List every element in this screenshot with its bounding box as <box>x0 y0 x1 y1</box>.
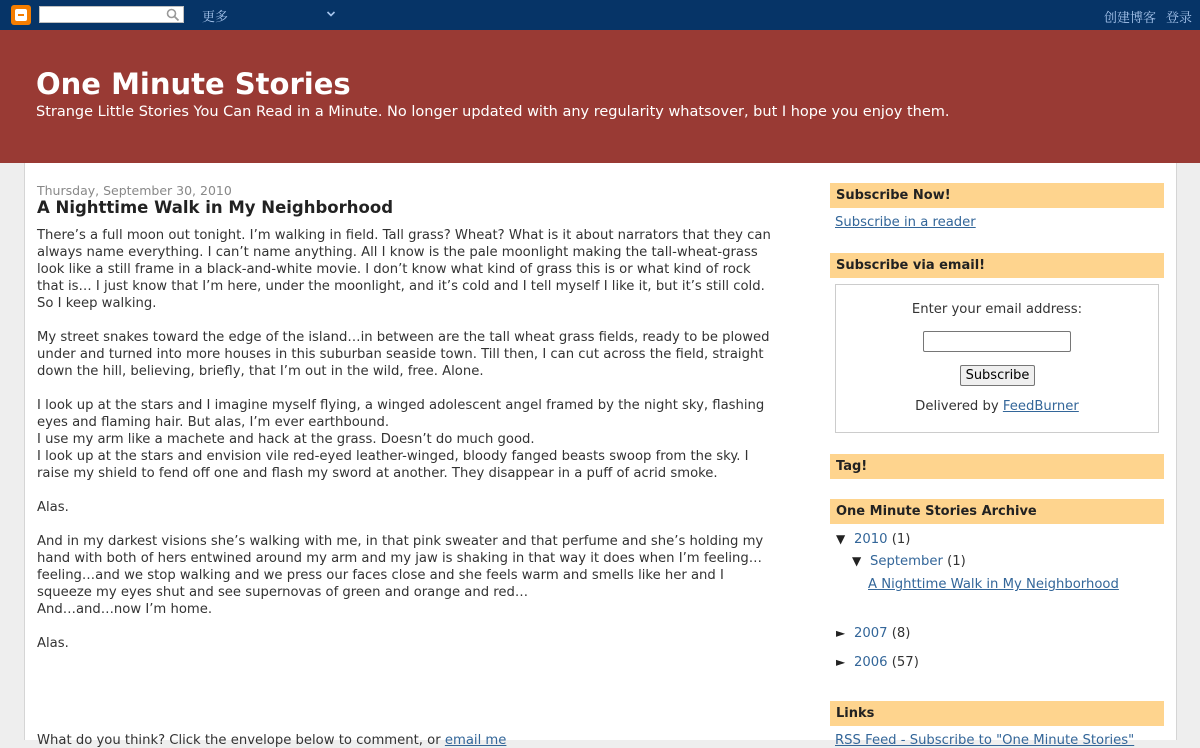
rss-feed-link[interactable]: RSS Feed - Subscribe to "One Minute Stories" <box>835 733 1135 748</box>
post-text-line: hand with both of hers entwined around my arm and my jaw is shaking in that way it does when I’m feeling… <box>37 551 762 566</box>
subscribe-button[interactable]: Subscribe <box>960 365 1035 386</box>
archive-year-link[interactable]: 2006 <box>854 655 888 670</box>
paragraph-gap <box>37 482 777 499</box>
expand-toggle-icon[interactable]: ▼ <box>836 532 846 546</box>
post-text-line: raise my shield to fend off one and flash my sword at another. They disappear in a puff of acrid smoke. <box>37 466 718 481</box>
post-title[interactable]: A Nighttime Walk in My Neighborhood <box>37 198 394 217</box>
navbar-search-input[interactable] <box>40 11 163 26</box>
archive-year-2007 <box>836 626 910 641</box>
post-text-line: that is… I just know that I’m here, under the moonlight, and it’s cold and I tell myself I like it, but it’s still cold. <box>37 279 765 294</box>
paragraph-gap <box>37 312 777 329</box>
subscribe-email-heading: Subscribe via email! <box>830 253 1164 278</box>
navbar-more-link[interactable]: 更多 <box>202 10 229 25</box>
post-text-line: always name everything. I can’t name anything. All I know is the pale moonlight making the tall-wheat-grass <box>37 245 758 260</box>
feedburner-link[interactable]: FeedBurner <box>1002 399 1079 414</box>
links-heading: Links <box>830 701 1164 726</box>
content-area <box>24 163 1177 748</box>
archive-year-link[interactable]: 2007 <box>854 626 888 641</box>
post-text-line: I look up at the stars and I imagine myself flying, a winged adolescent angel framed by the night sky, flashing <box>37 398 765 413</box>
email-me-link[interactable]: email me <box>444 733 507 748</box>
email-label: Enter your email address: <box>911 302 1083 317</box>
post-text-line: So I keep walking. <box>37 296 157 311</box>
archive-year-link[interactable]: 2010 <box>854 532 888 547</box>
post-text-line: look like a still frame in a black-and-white movie. I don’t know what kind of grass this is or what kind of rock <box>37 262 751 277</box>
blogger-navbar <box>0 0 1200 30</box>
archive-month-link[interactable]: September <box>870 554 943 569</box>
delivered-by-label: Delivered by <box>915 399 1003 414</box>
post-text-line: My street snakes toward the edge of the island…in between are the tall wheat grass fields, ready to be plowed <box>37 330 770 345</box>
archive-post-link[interactable]: A Nighttime Walk in My Neighborhood <box>868 577 1119 592</box>
post-text-line: There’s a full moon out tonight. I’m walking in field. Tall grass? Wheat? What is it about narrators that they can <box>37 228 771 243</box>
archive-year-2010 <box>836 532 910 547</box>
blog-header <box>0 30 1200 163</box>
comment-prompt-text: What do you think? Click the envelope below to comment, or <box>37 733 445 748</box>
email-input[interactable] <box>923 331 1071 352</box>
subscribe-now-heading: Subscribe Now! <box>830 183 1164 208</box>
post-text-line: And in my darkest visions she’s walking with me, in that pink sweater and that perfume and she’s holding my <box>37 534 764 549</box>
navbar-create-blog-link[interactable]: 创建博客 <box>1104 11 1157 26</box>
site-description: Strange Little Stories You Can Read in a Minute. No longer updated with any regularity whatsover, but I hope you enjoy them. <box>36 104 950 120</box>
expand-toggle-icon[interactable]: ► <box>836 626 846 640</box>
comment-prompt <box>37 733 506 748</box>
post-text-line: Alas. <box>37 500 69 515</box>
paragraph-gap <box>37 380 777 397</box>
subscribe-reader-link[interactable]: Subscribe in a reader <box>835 215 976 230</box>
post-text-line: And…and…now I’m home. <box>37 602 213 617</box>
expand-toggle-icon[interactable]: ► <box>836 655 846 669</box>
archive-count: (1) <box>947 554 966 569</box>
archive-year-2006 <box>836 655 919 670</box>
archive-month-september <box>852 554 966 569</box>
post-text-line: I use my arm like a machete and hack at the grass. Doesn’t do much good. <box>37 432 535 447</box>
subscribe-email-form <box>835 284 1159 433</box>
archive-count: (1) <box>891 532 911 547</box>
navbar-login-link[interactable]: 登录 <box>1166 11 1193 26</box>
expand-toggle-icon[interactable]: ▼ <box>852 554 862 568</box>
post-text-line: feeling…and we stop walking and we press our faces close and she feels warm and smells like her and I <box>37 568 724 583</box>
paragraph-gap <box>37 618 777 635</box>
archive-heading: One Minute Stories Archive <box>830 499 1164 524</box>
tags-heading: Tag! <box>830 454 1164 479</box>
blogger-logo-icon[interactable] <box>11 5 31 25</box>
search-icon[interactable] <box>166 8 180 22</box>
archive-count: (57) <box>891 655 919 670</box>
post-text-line: squeeze my eyes shut and see supernovas of green and orange and red… <box>37 585 529 600</box>
post-text-line: I look up at the stars and envision vile red-eyed leather-winged, bloody fanged beasts swoop from the sky. I <box>37 449 749 464</box>
site-title[interactable]: One Minute Stories <box>36 67 351 101</box>
post-text-line: under and turned into more houses in this suburban seaside town. Till then, I can cut across the field, straight <box>37 347 764 362</box>
post-text-line: down the hill, believing, briefly, that I’m out in the wild, free. Alone. <box>37 364 484 379</box>
post-date: Thursday, September 30, 2010 <box>37 183 232 198</box>
navbar-search-box <box>39 6 184 23</box>
delivered-by-text <box>836 399 1158 414</box>
paragraph-gap <box>37 516 777 533</box>
post-body <box>37 227 777 652</box>
post-text-line: eyes and flaming hair. But alas, I’m ever earthbound. <box>37 415 390 430</box>
post-text-line: Alas. <box>37 636 69 651</box>
chevron-down-icon[interactable] <box>326 9 336 19</box>
archive-count: (8) <box>891 626 911 641</box>
